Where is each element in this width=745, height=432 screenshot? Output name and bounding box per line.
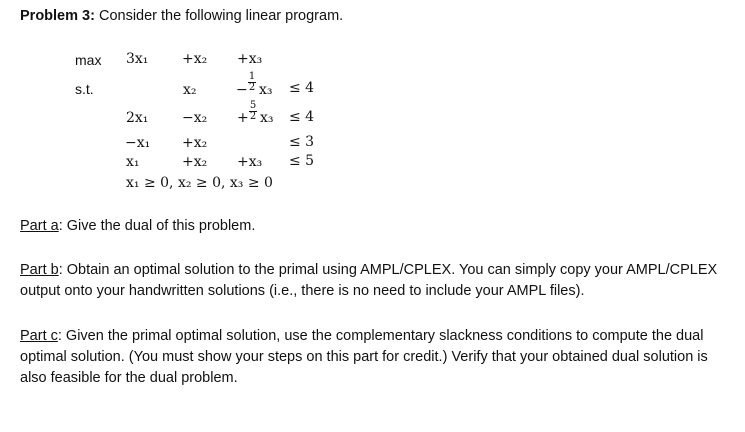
- row2-x1: 2x₁: [126, 110, 149, 126]
- obj-term-x1: 3x₁: [126, 51, 149, 67]
- problem-number: Problem 3:: [20, 8, 95, 24]
- row3-rhs: ≤ 3: [289, 134, 315, 150]
- problem-intro: Consider the following linear program.: [94, 8, 344, 24]
- st-label: s.t.: [75, 81, 94, 97]
- part-b: [20, 260, 730, 302]
- max-label: max: [75, 52, 102, 68]
- nonnegativity-constraints: x₁ ≥ 0, x₂ ≥ 0, x₃ ≥ 0: [126, 175, 273, 191]
- part-c-label: Part c: [20, 328, 58, 344]
- row1-sign: −: [236, 82, 248, 98]
- part-c-text: : Given the primal optimal solution, use the complementary slackness conditions to compute the dual optimal solution. (You must show your steps on this part for credit.) Verify that your obtained dual solution is also feasible for the dual problem.: [20, 328, 708, 386]
- row2-fraction: [249, 101, 257, 122]
- row2-frac-num: 5: [249, 100, 257, 111]
- part-c: [20, 326, 730, 389]
- row1-frac-num: 1: [248, 71, 256, 82]
- row2-x3: x₃: [260, 110, 274, 126]
- row3-x2: +x₂: [182, 135, 208, 151]
- row1-rhs: ≤ 4: [289, 80, 315, 96]
- problem-heading: [20, 8, 343, 24]
- row4-x2: +x₂: [182, 154, 208, 170]
- part-a: [20, 216, 730, 237]
- row4-rhs: ≤ 5: [289, 153, 315, 169]
- row2-sign: +: [237, 110, 249, 126]
- row1-fraction: [248, 72, 256, 93]
- part-a-label: Part a: [20, 218, 59, 234]
- row2-frac-den: 2: [249, 111, 257, 122]
- row2-rhs: ≤ 4: [289, 109, 315, 125]
- obj-term-x2: +x₂: [182, 51, 208, 67]
- row4-x1: x₁: [126, 154, 140, 170]
- part-b-label: Part b: [20, 262, 59, 278]
- obj-term-x3: +x₃: [237, 51, 263, 67]
- part-b-text: : Obtain an optimal solution to the primal using AMPL/CPLEX. You can simply copy your AMPL/CPLEX output onto your handwritten solutions (i.e., there is no need to include your AMPL files).: [20, 262, 718, 299]
- row3-x1: −x₁: [125, 135, 151, 151]
- row2-x2: −x₂: [182, 110, 208, 126]
- part-a-text: : Give the dual of this problem.: [58, 218, 256, 234]
- row1-x3: x₃: [259, 82, 273, 98]
- row1-frac-den: 2: [248, 82, 256, 93]
- row4-x3: +x₃: [237, 154, 263, 170]
- row1-x2: x₂: [183, 82, 197, 98]
